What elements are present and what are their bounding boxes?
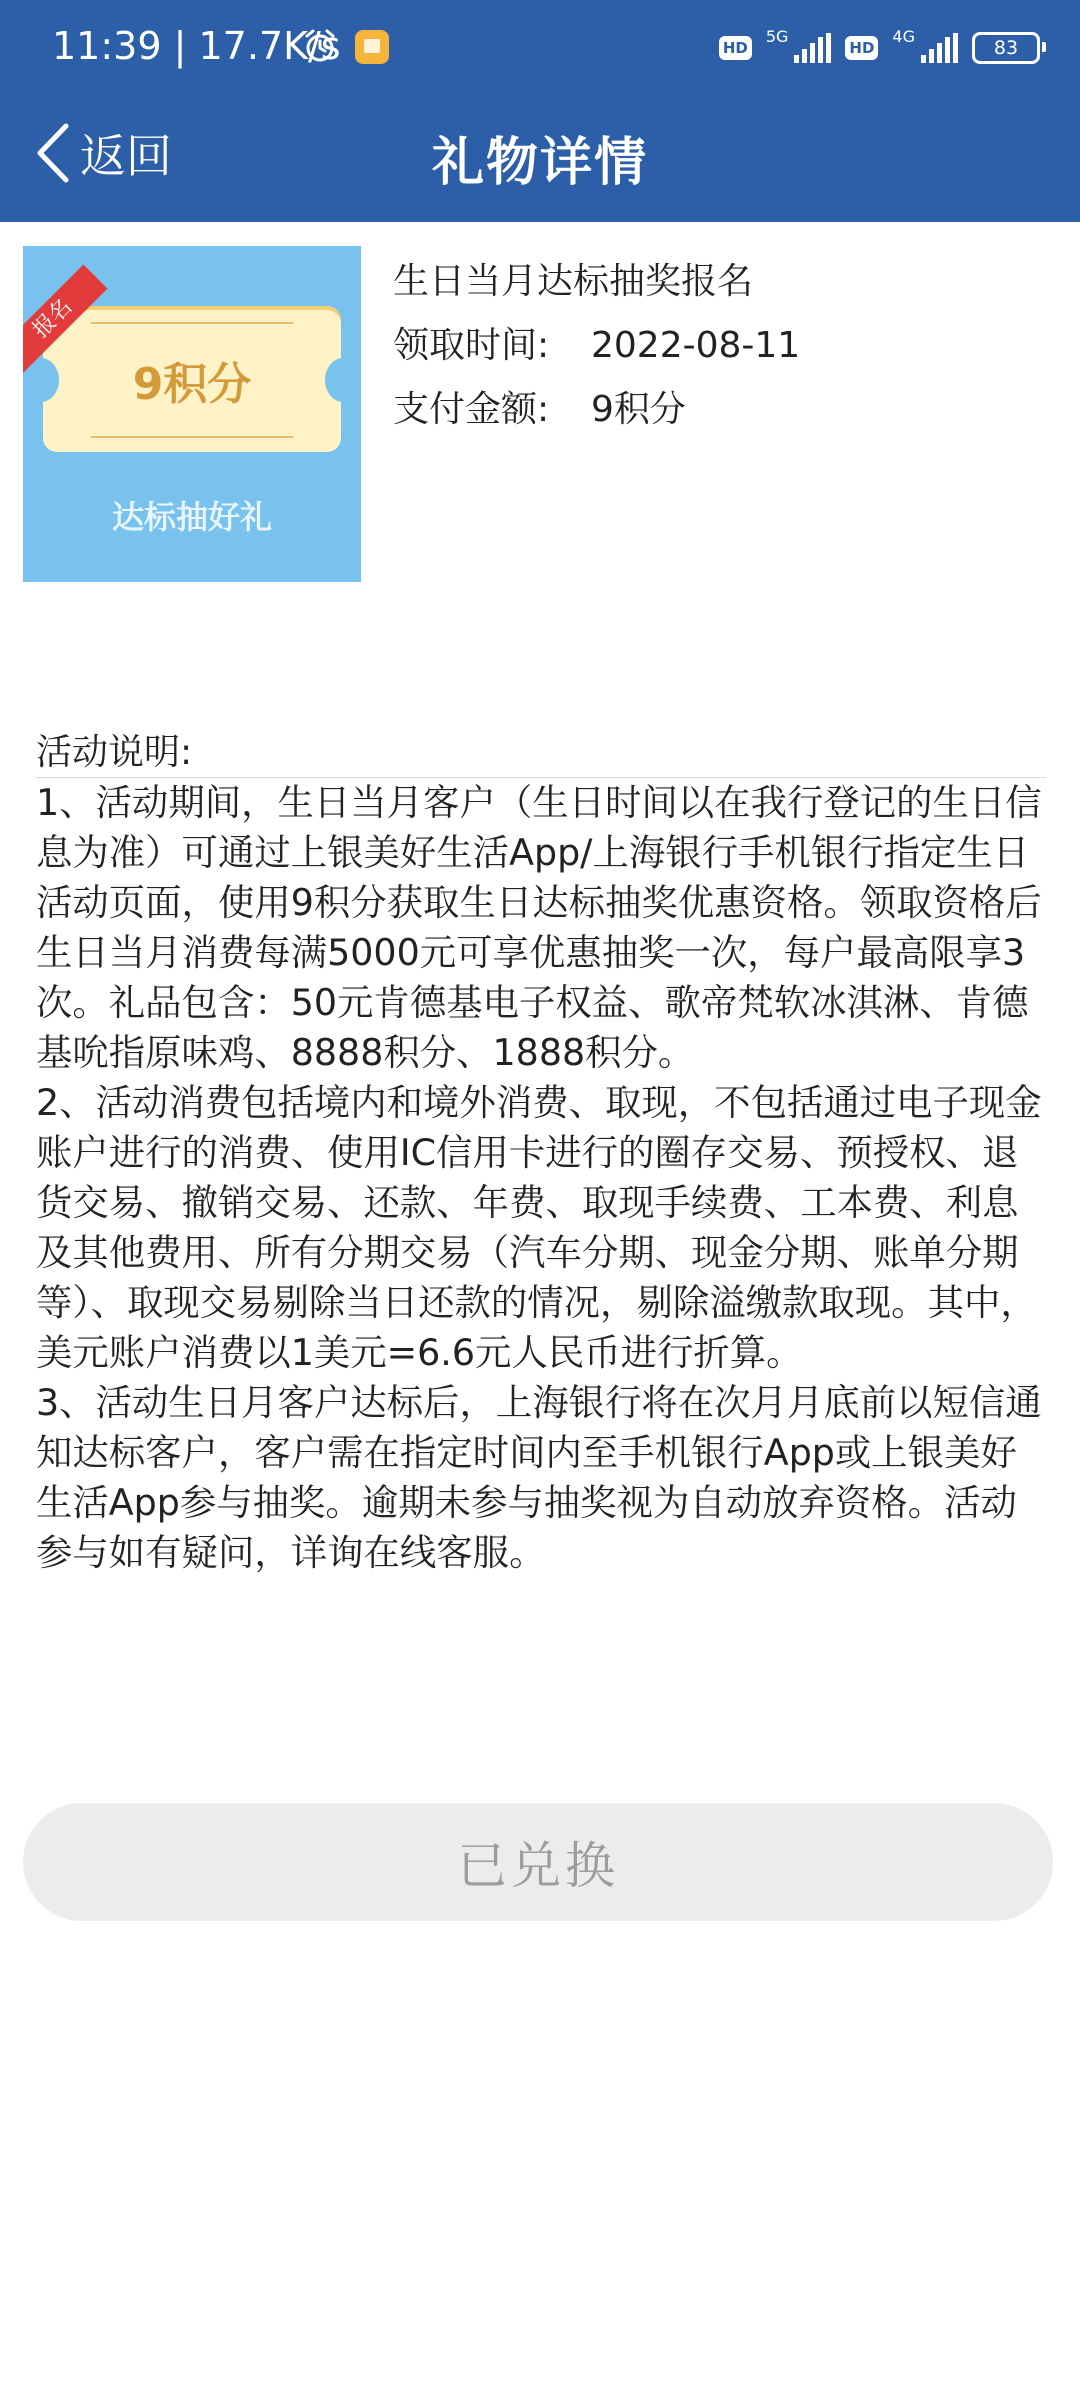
gift-info [393, 250, 1053, 442]
pay-amount-row [393, 378, 1053, 442]
hd-icon-2: HD [845, 36, 878, 60]
signal-icon [794, 33, 831, 63]
receive-time-row [393, 314, 1053, 378]
network-type-5g: 5G [765, 26, 789, 46]
page-title: 礼物详情 [431, 133, 648, 193]
navigation-bar [0, 98, 1080, 222]
network-type-4g: 4G [892, 26, 915, 46]
pay-amount-label: 支付金额: [393, 389, 550, 430]
hd-icon: HD [719, 36, 752, 60]
battery-level: 83 [993, 37, 1019, 59]
gift-image-caption: 达标抽好礼 [111, 498, 272, 536]
signup-ribbon: 报名 [23, 265, 107, 374]
ticket-points: 9积分 [132, 359, 252, 410]
alarm-icon [302, 28, 338, 64]
status-bar [0, 0, 1080, 98]
pay-amount-value: 9积分 [591, 389, 686, 430]
back-label: 返回 [80, 129, 172, 183]
status-right-group [719, 26, 1040, 70]
app-notification-icon [355, 30, 389, 64]
ticket-graphic [43, 306, 341, 452]
redeemed-button[interactable]: 已兑换 [23, 1803, 1053, 1921]
gift-name: 生日当月达标抽奖报名 [393, 261, 754, 302]
receive-time-label: 领取时间: [393, 325, 550, 366]
battery-icon [972, 32, 1040, 64]
receive-time-value: 2022-08-11 [591, 325, 801, 366]
header-bar [0, 0, 1080, 222]
description-body: 1、活动期间，生日当月客户（生日时间以在我行登记的生日信息为准）可通过上银美好生活App/上海银行手机银行指定生日活动页面，使用9积分获取生日达标抽奖优惠资格。领取资格后生日当月消费每满5000元可享优惠抽奖一次，每户最高限享3次。礼品包含：50元肯德基电子权益、歌帝梵软冰淇淋、肯德基吮指原味鸡、8888积分、1888积分。 2、活动消费包括境内和境外消费、取现，不包括通过电子现金账户进行的消费、使用IC信用卡进行的圈存交易、预授权、退货交易、撤销交易、还款、年费、取现手续费、工本费、利息及其他费用、所有分期交易（汽车分期、现金分期、账单分期等）、取现交易剔除当日还款的情况，剔除溢缴款取现。其中，美元账户消费以1美元=6.6元人民币进行折算。 3、活动生日月客户达标后，上海银行将在次月月底前以短信通知达标客户，客户需在指定时间内至手机银行App或上银美好生活App参与抽奖。逾期未参与抽奖视为自动放弃资格。活动参与如有疑问，详询在线客服。 [36, 781, 1042, 1574]
signal-icon-2 [921, 33, 958, 63]
description-title: 活动说明: [36, 732, 193, 773]
status-time: 11:39 | 17.7K/s [52, 24, 341, 68]
gift-image [23, 246, 361, 582]
